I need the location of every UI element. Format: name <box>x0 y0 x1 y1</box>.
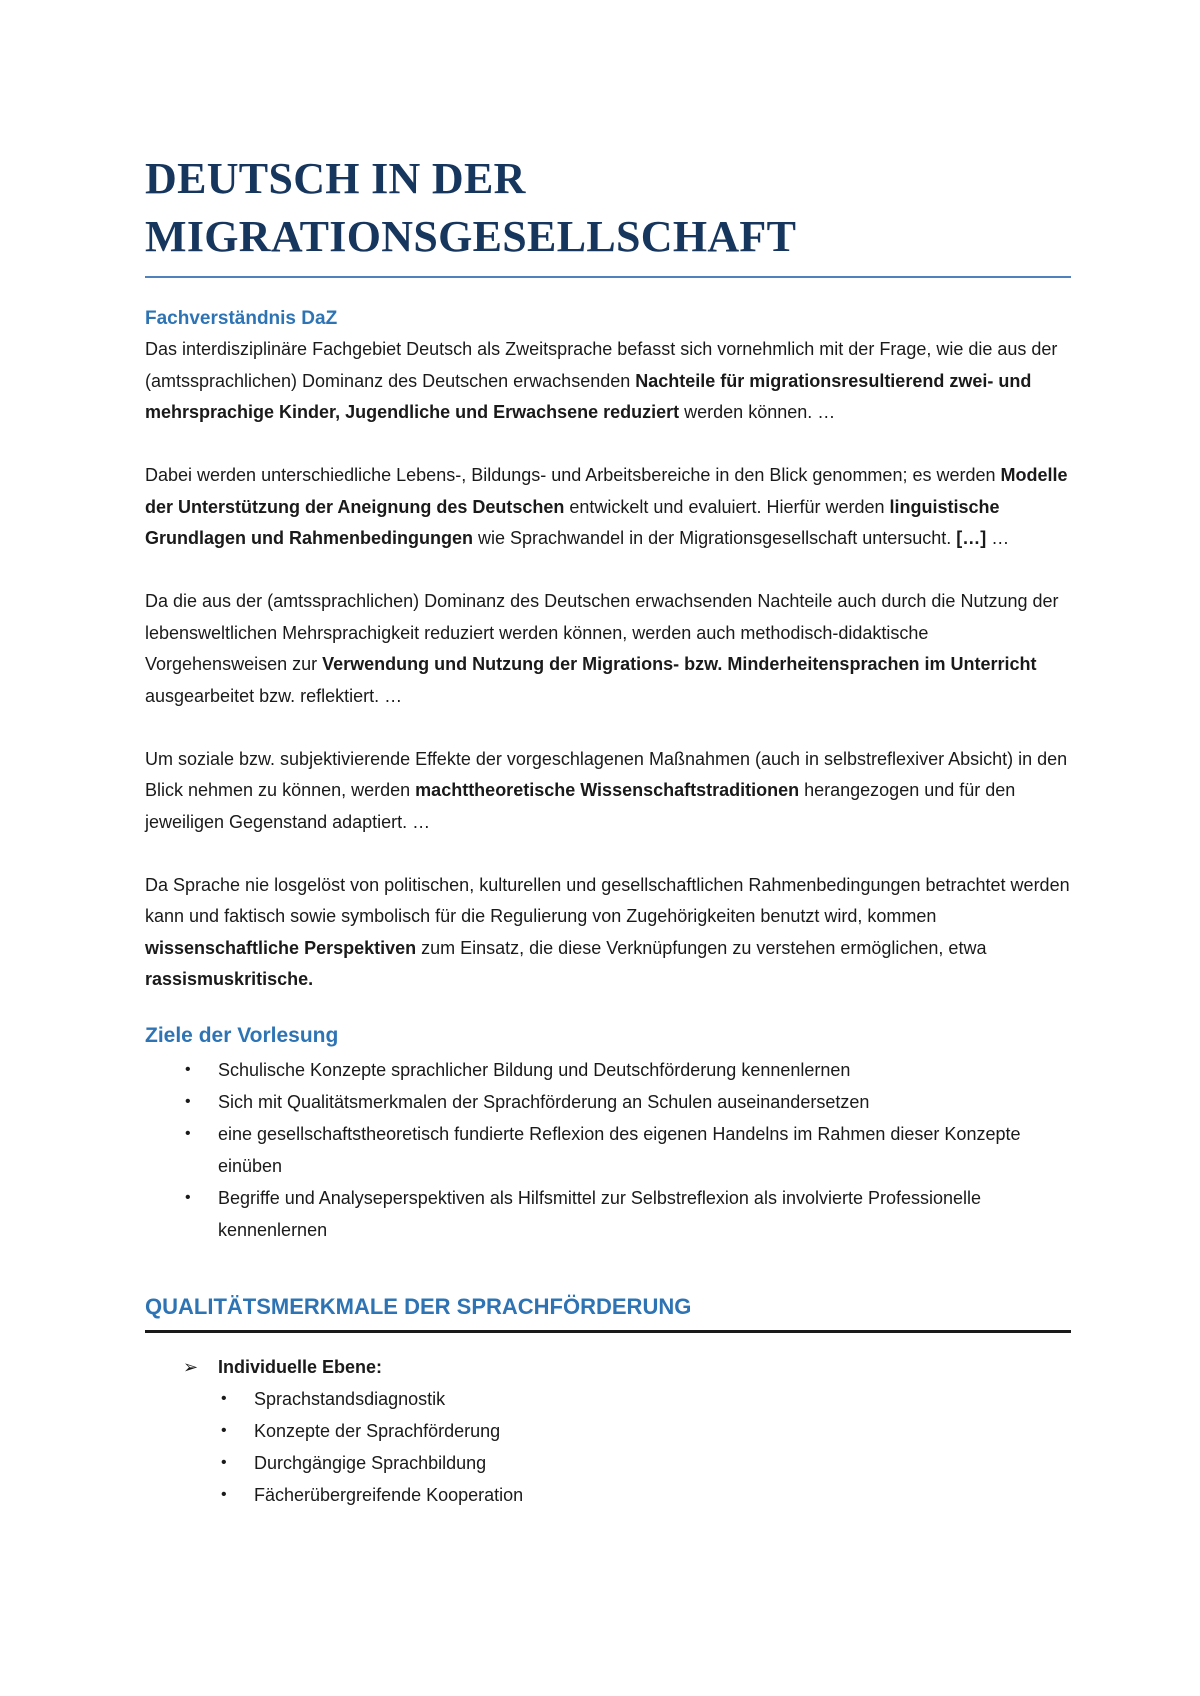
p3-bold: Verwendung und Nutzung der Migrations- bzw. Minderheitensprachen im Unterricht <box>322 654 1037 674</box>
title-line-1: DEUTSCH IN DER <box>145 154 526 203</box>
bullet-icon: • <box>185 1188 191 1206</box>
p2-text-g: … <box>986 528 1010 548</box>
bullet-icon: • <box>221 1389 227 1407</box>
p5-bold-2: rassismuskritische. <box>145 969 314 989</box>
bullet-icon: • <box>185 1124 191 1142</box>
list-item-text: Durchgängige Sprachbildung <box>254 1452 487 1473</box>
p2-text-c: entwickelt und evaluiert. Hierfür werden <box>564 496 890 517</box>
list-item-text: eine gesellschaftstheoretisch fundierte Reflexion des eigenen Handelns im Rahmen dieser Konzepte einüben <box>218 1123 1021 1176</box>
paragraph-3 <box>145 586 1071 712</box>
arrow-bullet-icon: ➢ <box>183 1356 199 1377</box>
p4-text-c: herangezogen und für den jeweiligen Gegenstand adaptiert. … <box>145 780 1016 832</box>
list-item-text: Begriffe und Analyseperspektiven als Hilfsmittel zur Selbstreflexion als involvierte Professionelle kennenlernen <box>218 1187 982 1240</box>
p2-text-e: wie Sprachwandel in der Migrationsgesellschaft untersucht. <box>473 528 957 548</box>
p3-text-a: Da die aus der (amtssprachlichen) Dominanz des Deutschen erwachsenden Nachteile auch durch die Nutzung der lebensweltlichen Mehrsprachigkeit reduziert werden können, werden auch methodisch-didaktische Vorgehensweisen zur <box>145 591 1059 674</box>
heading-ziele: Ziele der Vorlesung <box>145 1023 339 1047</box>
bullet-icon: • <box>221 1421 227 1439</box>
p5-bold-1: wissenschaftliche Perspektiven <box>145 937 417 958</box>
list-item <box>145 1383 1071 1415</box>
individuelle-ebene-item <box>145 1351 1071 1383</box>
p3-text-c: ausgearbeitet bzw. reflektiert. … <box>145 685 403 706</box>
document-title <box>145 150 1071 266</box>
list-item-text: Konzepte der Sprachförderung <box>254 1420 501 1441</box>
list-item <box>145 1479 1071 1511</box>
list-item-text: Schulische Konzepte sprachlicher Bildung und Deutschförderung kennenlernen <box>218 1059 851 1080</box>
document-content <box>145 150 1071 1511</box>
p2-bold-3: […] <box>956 528 987 548</box>
list-item <box>145 1086 1071 1118</box>
title-line-2: MIGRATIONSGESELLSCHAFT <box>145 212 797 261</box>
bullet-icon: • <box>221 1485 227 1503</box>
section-underline <box>145 1330 1071 1333</box>
p1-text-a: Das interdisziplinäre Fachgebiet Deutsch als Zweitsprache befasst sich vornehmlich mit der Frage, wie die aus der (amtssprachlichen) Dominanz des Deutschen erwachsenden <box>145 339 1058 391</box>
list-item <box>145 1447 1071 1479</box>
paragraph-5 <box>145 870 1071 996</box>
bullet-icon: • <box>221 1453 227 1471</box>
p4-text-a: Um soziale bzw. subjektivierende Effekte der vorgeschlagenen Maßnahmen (auch in selbstreflexiver Absicht) in den Blick nehmen zu können, werden <box>145 748 1068 800</box>
p4-bold: machttheoretische Wissenschaftstraditionen <box>415 780 800 800</box>
title-underline <box>145 276 1071 278</box>
list-item <box>145 1054 1071 1086</box>
ziele-list <box>145 1054 1071 1246</box>
list-item-text: Sprachstandsdiagnostik <box>254 1388 446 1409</box>
p1-text-c: werden können. … <box>679 402 836 422</box>
bullet-icon: • <box>185 1060 191 1078</box>
bullet-icon: • <box>185 1092 191 1110</box>
p1-bold: Nachteile für migrationsresultierend zwei- und mehrsprachige Kinder, Jugendliche und Erwachsene reduziert <box>145 370 1032 422</box>
list-item-text: Fächerübergreifende Kooperation <box>254 1484 524 1505</box>
p2-bold-2: linguistische Grundlagen und Rahmenbedingungen <box>145 496 1000 548</box>
heading-fachverstaendnis: Fachverständnis DaZ <box>145 308 338 329</box>
p2-bold-1: Modelle der Unterstützung der Aneignung des Deutschen <box>145 465 1068 517</box>
p2-text-a: Dabei werden unterschiedliche Lebens-, Bildungs- und Arbeitsbereiche in den Blick genommen; es werden <box>145 465 1001 485</box>
individuelle-ebene-label: Individuelle Ebene: <box>218 1356 383 1377</box>
p5-text-a: Da Sprache nie losgelöst von politischen, kulturellen und gesellschaftlichen Rahmenbedingungen betrachtet werden kann und faktisch sowie symbolisch für die Regulierung von Zugehörigkeiten benutzt wird, kommen <box>145 874 1070 926</box>
paragraph-1 <box>145 334 1071 429</box>
heading-qualitaetsmerkmale: QUALITÄTSMERKMALE DER SPRACHFÖRDERUNG <box>145 1293 692 1319</box>
list-item <box>145 1118 1071 1182</box>
paragraph-4 <box>145 744 1071 839</box>
paragraph-2 <box>145 460 1071 555</box>
ebene-list <box>145 1383 1071 1511</box>
p5-text-c: zum Einsatz, die diese Verknüpfungen zu verstehen ermöglichen, etwa <box>416 937 987 958</box>
list-item-text: Sich mit Qualitätsmerkmalen der Sprachförderung an Schulen auseinandersetzen <box>218 1091 870 1112</box>
list-item <box>145 1415 1071 1447</box>
list-item <box>145 1182 1071 1246</box>
